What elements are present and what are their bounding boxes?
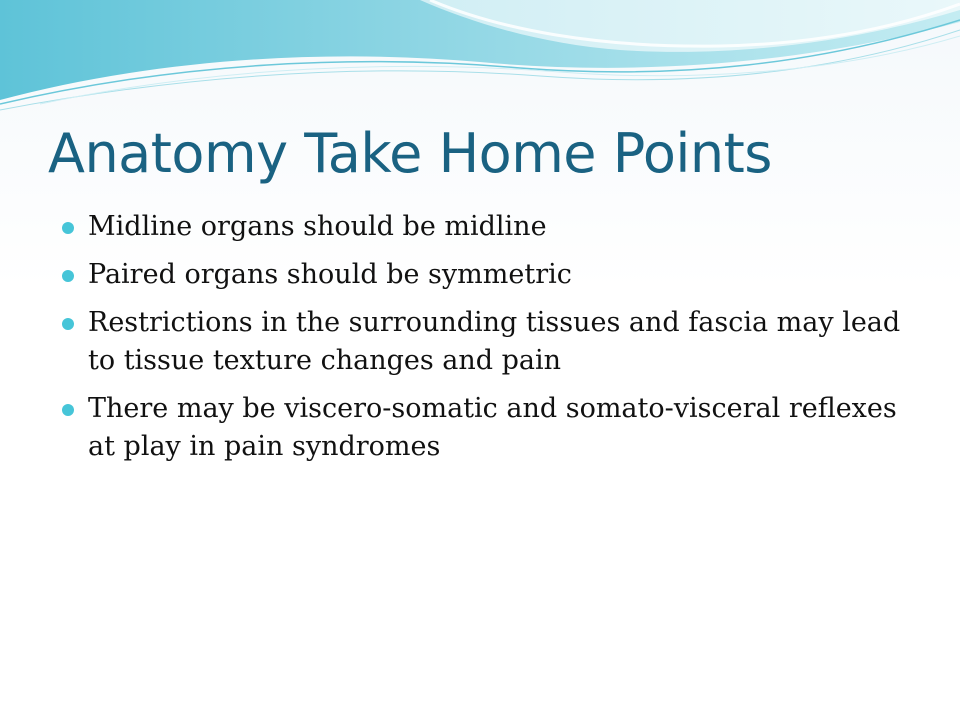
bullet-text: Restrictions in the surrounding tissues and fascia may lead to tissue texture changes and pain — [88, 307, 901, 376]
bullet-text: There may be viscero-somatic and somato-visceral reflexes at play in pain syndromes — [88, 393, 897, 462]
filled-circle-bullet-icon — [62, 318, 74, 330]
bullet-item — [60, 390, 910, 466]
bullet-text: Paired organs should be symmetric — [88, 259, 572, 290]
bullet-text: Midline organs should be midline — [88, 211, 547, 242]
bullet-item — [60, 256, 910, 294]
bullet-item — [60, 208, 910, 246]
filled-circle-bullet-icon — [62, 404, 74, 416]
bullet-list — [60, 208, 910, 476]
bullet-item — [60, 304, 910, 380]
filled-circle-bullet-icon — [62, 270, 74, 282]
filled-circle-bullet-icon — [62, 222, 74, 234]
slide-title: Anatomy Take Home Points — [48, 122, 772, 185]
wave-header-decoration — [0, 0, 960, 120]
